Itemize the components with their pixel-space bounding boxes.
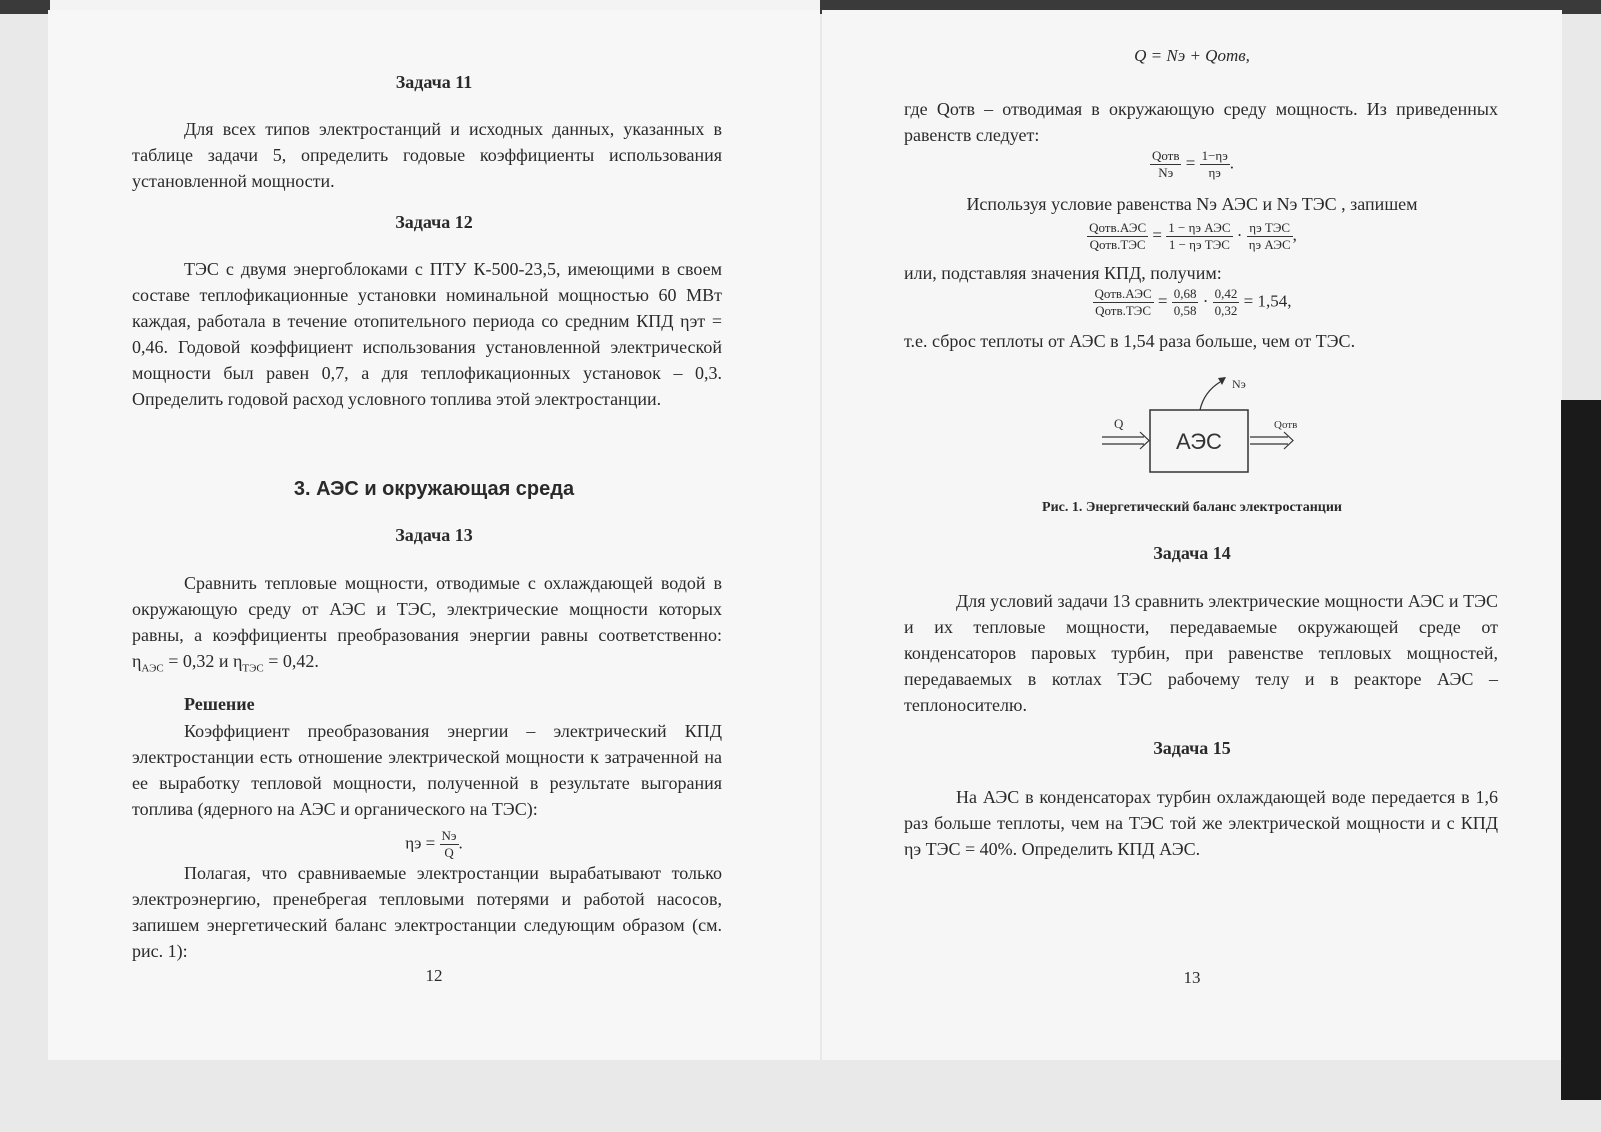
solution-title: Решение <box>184 694 255 714</box>
balance-equation: Q = Nэ + Qотв, <box>1134 46 1250 65</box>
task-15-text: На АЭС в конденсаторах турбин охлаждающей воде передается в 1,6 раз больше теплоты, чем на ТЭС той же электрической мощности и с КПД ηэ ТЭС = 40%. Определить КПД АЭС. <box>904 787 1498 859</box>
page-number-right: 13 <box>1183 968 1201 987</box>
ratio-aes-tes-equation: $\frac{\text{Qотв.АЭС}}{\text{Qотв.ТЭС}}$ = $\frac{\text{1 − ηэ АЭС}}{\text{1 − ηэ ТЭС}}$ · $\frac{\text{ηэ ТЭС}}{\text{ηэ АЭС}}$ , <box>1089 220 1297 252</box>
power-arrowhead <box>1218 377 1226 385</box>
scan-right-edge <box>1561 400 1601 1100</box>
right-text-3: или, подставляя значения КПД, получим: <box>904 263 1222 283</box>
task-13-title: Задача 13 <box>395 525 473 545</box>
figure-caption: Рис. 1. Энергетический баланс электростанции <box>1042 500 1342 515</box>
section-title: 3. АЭС и окружающая среда <box>293 478 575 500</box>
task-11-title: Задача 11 <box>395 72 473 92</box>
output-label: Qотв <box>1274 419 1298 431</box>
left-page <box>48 10 820 1060</box>
power-label: Nэ <box>1232 377 1246 391</box>
ratio-equation: $\frac{\text{Qотв}}{Nэ}$ = $\frac{1-\eta э}{\eta э}$ . <box>1151 148 1235 180</box>
right-page <box>822 10 1562 1060</box>
task-11-text: Для всех типов электростанций и исходных данных, указанных в таблице задачи 5, определить годовые коэффициенты использования установленной мощности. <box>132 119 722 191</box>
task-13-text: Сравнить тепловые мощности, отводимые с охлаждающей водой в окружающую среду от АЭС и ТЭС, электрические мощности которых равны, а коэффициенты преобразования энергии равны соответственно: $\eta_{АЭС} = 0,32$ и $\eta_{ТЭС} = 0,42$. <box>132 573 722 675</box>
task-12-text: ТЭС с двумя энергоблоками с ПТУ К-500-23,5, имеющими в своем составе теплофикационные установки номинальной мощностью 60 МВт каждая, работала в течение отопительного периода со средним КПД ηэт = 0,46. Годовой коэффициент использования установленной электрической мощности был равен 0,7, а для теплофикационных установок – 0,3. Определить годовой расход условного топлива этой электростанции. <box>132 259 722 409</box>
input-arrow <box>1102 432 1149 449</box>
task-14-text: Для условий задачи 13 сравнить электрические мощности АЭС и ТЭС и их тепловые мощности, передаваемые окружающей среде от конденсаторов паровых турбин, при равенстве тепловых мощностей, передаваемых в котлах ТЭС рабочему телу и в реакторе АЭС – теплоносителю. <box>904 591 1498 715</box>
energy-balance-diagram <box>1092 368 1312 478</box>
task-15-title: Задача 15 <box>1153 738 1231 758</box>
right-text-4: т.е. сброс теплоты от АЭС в 1,54 раза больше, чем от ТЭС. <box>904 331 1356 351</box>
solution-text-1: Коэффициент преобразования энергии – электрический КПД электростанции есть отношение электрической мощности к затраченной на ее выработку тепловой мощности, полученной в результате выгорания топлива (ядерного на АЭС и органического на ТЭС): <box>132 721 722 819</box>
input-label: Q <box>1114 416 1124 431</box>
numeric-ratio-equation: $\frac{\text{Qотв.АЭС}}{\text{Qотв.ТЭС}}$ = $\frac{0,68}{0,58}$ · $\frac{0,42}{0,32}$ = 1,54, <box>1094 286 1292 318</box>
output-arrow <box>1250 432 1293 449</box>
solution-text-2: Полагая, что сравниваемые электростанции вырабатывают только электроэнергию, пренебрегая тепловыми потерями и работой насосов, запишем энергетический баланс электростанции следующим образом (см. рис. 1): <box>132 863 722 961</box>
efficiency-equation: ηэ = $\frac{Nэ}{Q}$ . <box>405 828 463 860</box>
aes-box-label: АЭС <box>1176 429 1222 454</box>
task-14-title: Задача 14 <box>1153 543 1231 563</box>
page-number-left: 12 <box>425 966 443 985</box>
power-arrow <box>1200 382 1220 410</box>
task-12-title: Задача 12 <box>395 212 473 232</box>
right-text-2: Используя условие равенства Nэ АЭС и Nэ ТЭС , запишем <box>966 194 1418 214</box>
right-text-1: где Qотв – отводимая в окружающую среду мощность. Из приведенных равенств следует: <box>904 99 1498 145</box>
